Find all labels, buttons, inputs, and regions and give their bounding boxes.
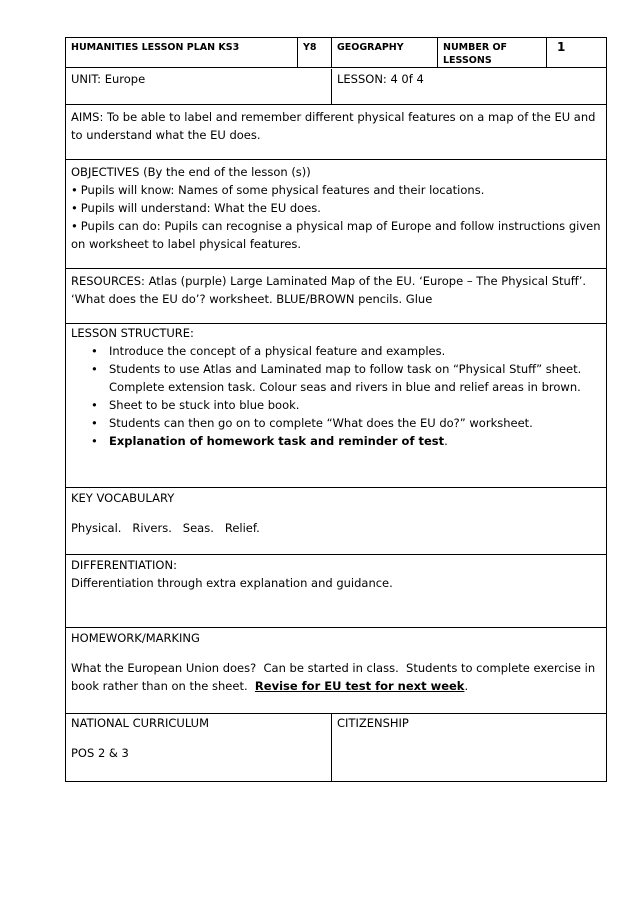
list-item-end: . (444, 434, 448, 448)
homework-text: What the European Union does? Can be started in class. Students to complete exercise in book rather than on the sheet. (71, 661, 599, 693)
curriculum-row (65, 714, 607, 782)
national-curriculum-cell (66, 714, 332, 781)
homework-emphasis: Revise for EU test for next week (254, 679, 465, 693)
differentiation-text: Differentiation through extra explanation and guidance. (71, 576, 393, 590)
unit-cell: UNIT: Europe (66, 69, 332, 104)
list-item: • Students can then go on to complete “What does the EU do?” worksheet. (109, 414, 601, 432)
subject: GEOGRAPHY (331, 38, 437, 67)
list-item: • Introduce the concept of a physical feature and examples. (109, 342, 601, 360)
plan-title: HUMANITIES LESSON PLAN KS3 (71, 42, 240, 53)
lesson-cell: LESSON: 4 0f 4 (337, 72, 424, 86)
homework-heading: HOMEWORK/MARKING (71, 631, 200, 645)
objective-item: • Pupils can do: Pupils can recognise a physical map of Europe and follow instructions given on worksheet to label physical features. (71, 217, 601, 253)
objectives-heading: OBJECTIVES (By the end of the lesson (s)) (71, 165, 311, 179)
resources-section: RESOURCES: Atlas (purple) Large Laminated Map of the EU. ‘Europe – The Physical Stuff’. ‘What does the EU do’? worksheet. BLUE/BROWN pencils. Glue (65, 269, 607, 324)
list-item: • Students to use Atlas and Laminated map to follow task on “Physical Stuff” sheet. Complete extension task. Colour seas and rivers in blue and relief areas in brown. (109, 360, 601, 396)
objectives-section (65, 160, 607, 269)
homework-explanation: Explanation of homework task and reminder of test (109, 434, 445, 448)
list-item: • Sheet to be stuck into blue book. (109, 396, 601, 414)
lessons-label: NUMBER OF LESSONS (437, 38, 546, 67)
lesson-structure-heading: LESSON STRUCTURE: (71, 326, 194, 340)
lesson-structure-list (71, 342, 601, 450)
unit-lesson-row (65, 68, 607, 105)
national-curriculum-value: POS 2 & 3 (71, 746, 129, 760)
year-group: Y8 (297, 38, 331, 67)
key-vocabulary-words: Physical. Rivers. Seas. Relief. (71, 521, 260, 535)
key-vocabulary-heading: KEY VOCABULARY (71, 491, 175, 505)
key-vocabulary-section (65, 488, 607, 555)
lesson-structure-section (65, 324, 607, 488)
national-curriculum-heading: NATIONAL CURRICULUM (71, 716, 210, 730)
list-item (109, 432, 601, 450)
aims-section: AIMS: To be able to label and remember different physical features on a map of the EU and to understand what the EU does. (65, 105, 607, 160)
homework-end: . (464, 679, 469, 693)
differentiation-section (65, 555, 607, 628)
lesson-plan-table (65, 37, 607, 782)
header-row (65, 37, 607, 68)
homework-body (71, 659, 601, 695)
citizenship-cell (332, 714, 606, 781)
objective-item: • Pupils will know: Names of some physical features and their locations. (71, 181, 601, 199)
homework-section (65, 628, 607, 714)
lessons-count: 1 (546, 38, 606, 67)
differentiation-heading: DIFFERENTIATION: (71, 558, 177, 572)
objective-item: • Pupils will understand: What the EU does. (71, 199, 601, 217)
citizenship-heading: CITIZENSHIP (337, 716, 409, 730)
